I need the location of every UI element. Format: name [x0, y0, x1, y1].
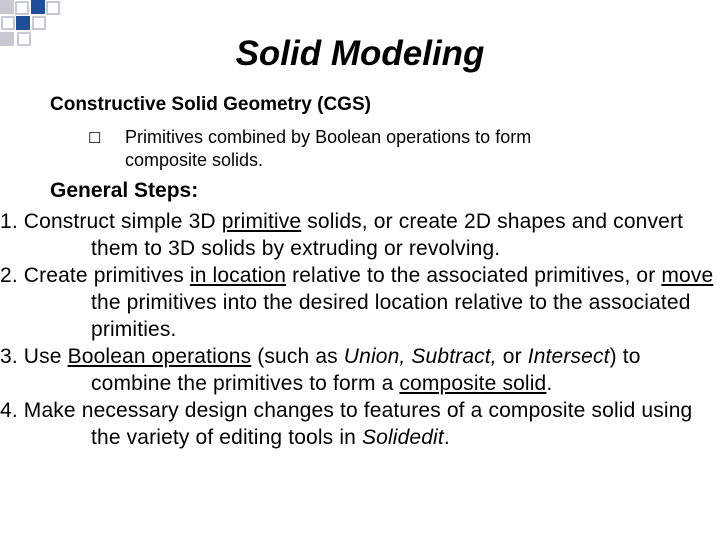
step-3-text-c: (such as	[251, 345, 344, 368]
step-1	[0, 208, 720, 262]
step-2-underlined-location: in location	[189, 264, 287, 287]
step-2-text-a: 2. Create primitives	[0, 264, 190, 287]
heading-general-steps: General Steps:	[50, 179, 199, 202]
step-3-text-g: ) to combine the primitives to form a	[91, 345, 641, 395]
step-3-text-e: or	[496, 345, 528, 368]
step-3-italic-ops: Union, Subtract,	[343, 345, 497, 368]
step-3	[0, 343, 720, 397]
step-3-text-a: 3. Use	[0, 345, 68, 368]
sub-bullet-line-2: composite solids.	[125, 150, 264, 170]
step-4-text-a: 4. Make necessary design changes to features of a composite solid using the variety of editing tools in	[0, 399, 693, 449]
step-4-italic-solidedit: Solidedit	[361, 426, 444, 449]
step-4-text-c: .	[443, 426, 450, 449]
step-3-text-i: .	[546, 372, 553, 395]
step-3-underlined-composite: composite solid	[399, 372, 547, 395]
step-2-underlined-move: move	[661, 264, 714, 287]
sub-bullet-line-1: Primitives combined by Boolean operations to form	[125, 127, 532, 147]
steps-list	[0, 208, 720, 451]
step-4	[0, 397, 720, 451]
sub-bullet	[88, 126, 708, 172]
hollow-square-bullet-icon: ☐	[88, 130, 102, 147]
step-1-text-a: 1. Construct simple 3D	[0, 210, 222, 233]
step-3-italic-intersect: Intersect	[527, 345, 610, 368]
heading-csg: Constructive Solid Geometry (CGS)	[50, 94, 371, 115]
slide-title: Solid Modeling	[235, 34, 485, 73]
step-1-underlined: primitive	[221, 210, 302, 233]
step-2-text-c: relative to the associated primitives, or	[286, 264, 662, 287]
step-2-text-e: the primitives into the desired location relative to the associated primities.	[91, 291, 691, 341]
step-1-text-c: solids, or create 2D shapes and convert them to 3D solids by extruding or revolving.	[91, 210, 684, 260]
step-2	[0, 262, 720, 343]
step-3-underlined-boolean: Boolean operations	[67, 345, 252, 368]
